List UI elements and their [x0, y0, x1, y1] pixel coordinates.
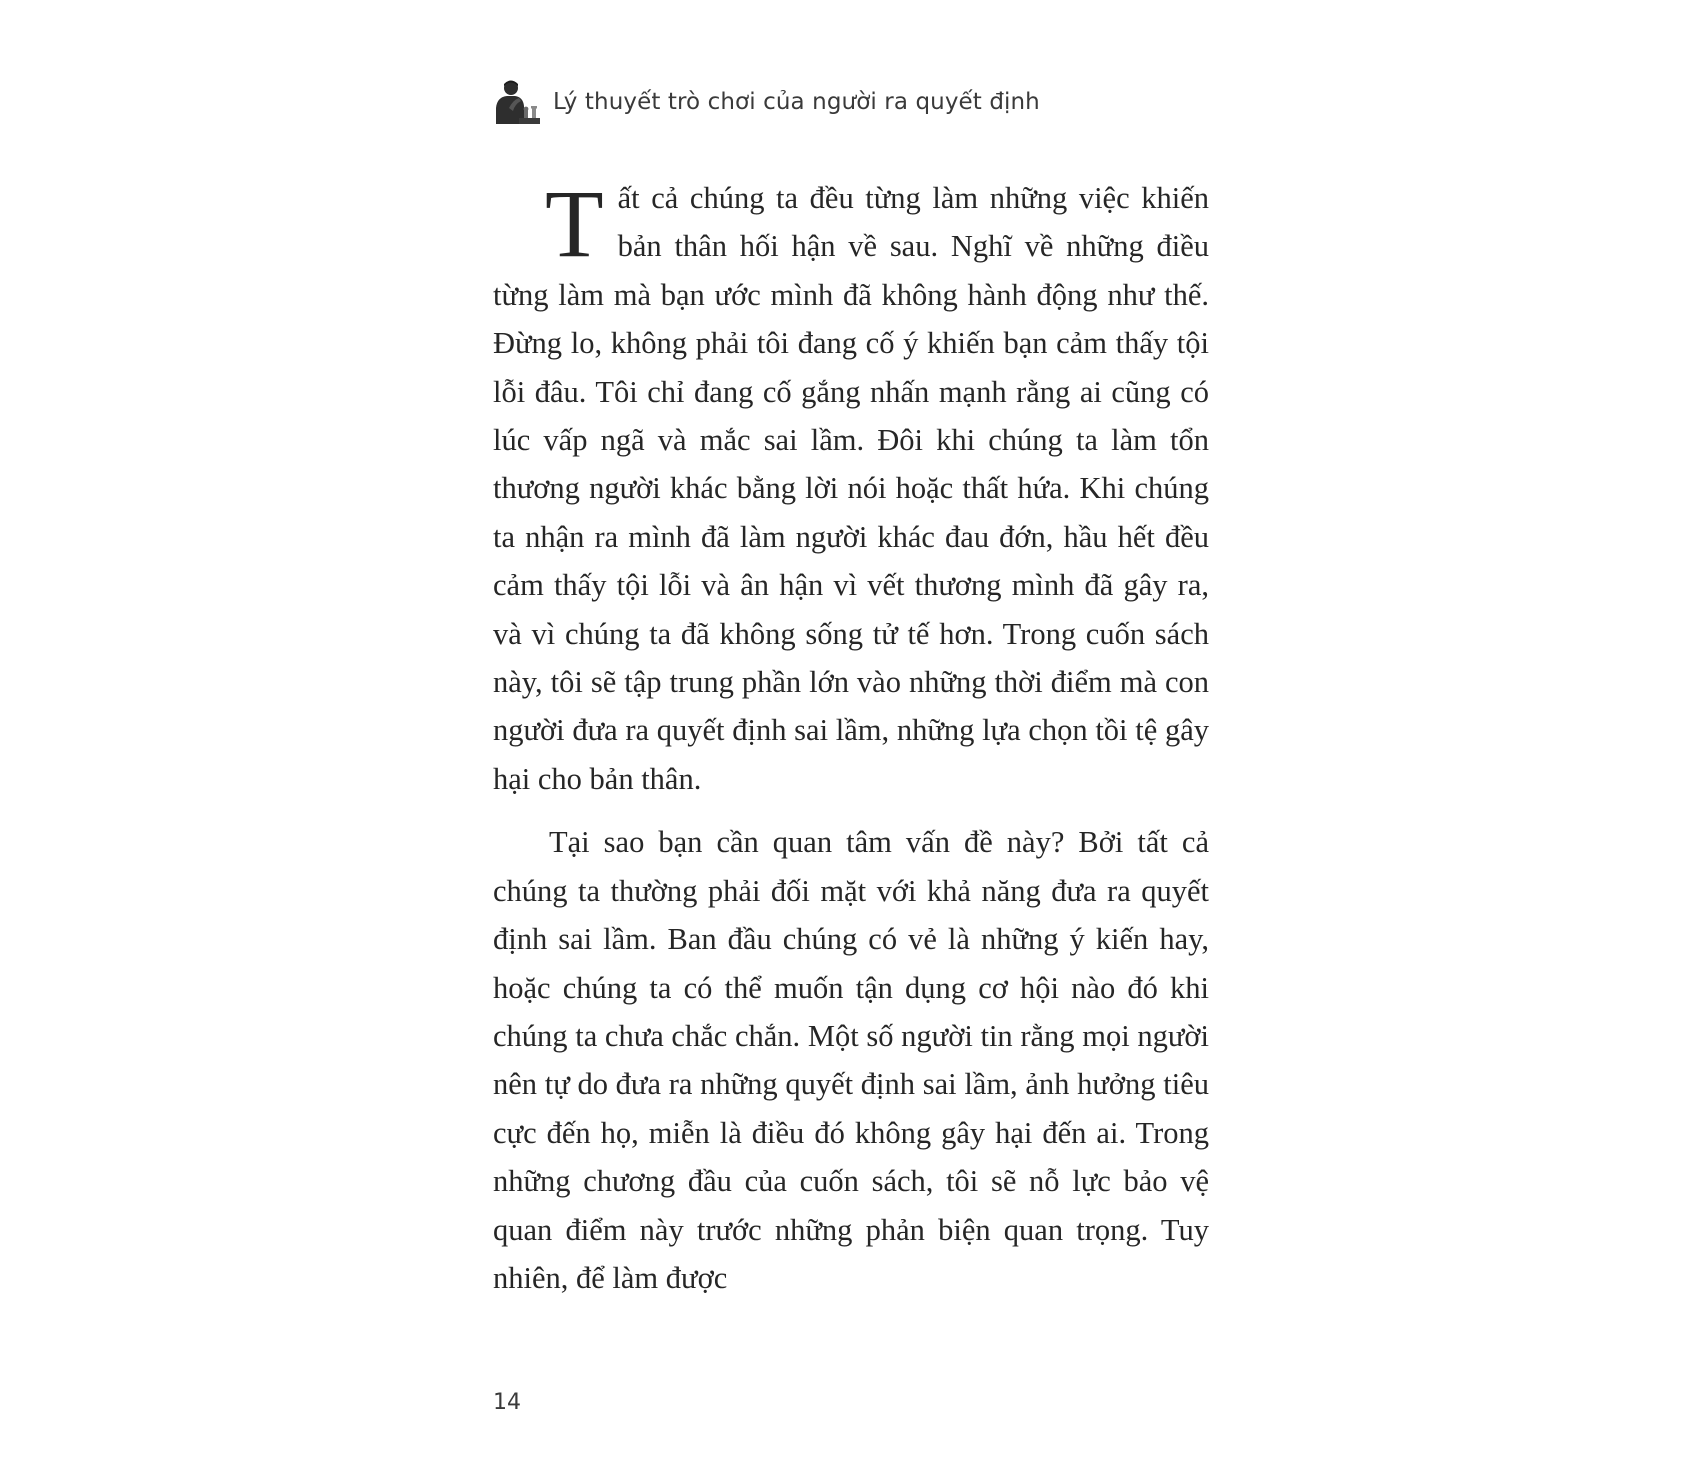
- drop-cap: T: [545, 170, 604, 277]
- paragraph-1: [493, 170, 1209, 803]
- body-text: [493, 170, 1209, 1302]
- chess-player-icon: [493, 78, 541, 126]
- paragraph-2: Tại sao bạn cần quan tâm vấn đề này? Bởi tất cả chúng ta thường phải đối mặt với khả năng đưa ra quyết định sai lầm. Ban đầu chúng có vẻ là những ý kiến hay, hoặc chúng ta có thể muốn tận dụng cơ hội nào đó khi chúng ta chưa chắc chắn. Một số người tin rằng mọi người nên tự do đưa ra những quyết định sai lầm, ảnh hưởng tiêu cực đến họ, miễn là điều đó không gây hại đến ai. Trong những chương đầu của cuốn sách, tôi sẽ nỗ lực bảo vệ quan điểm này trước những phản biện quan trọng. Tuy nhiên, để làm được: [493, 825, 1209, 1295]
- paragraph-1-text: ất cả chúng ta đều từng làm những việc khiến bản thân hối hận về sau. Nghĩ về những điều từng làm mà bạn ước mình đã không hành động như thế. Đừng lo, không phải tôi đang cố ý khiến bạn cảm thấy tội lỗi đâu. Tôi chỉ đang cố gắng nhấn mạnh rằng ai cũng có lúc vấp ngã và mắc sai lầm. Đôi khi chúng ta làm tổn thương người khác bằng lời nói hoặc thất hứa. Khi chúng ta nhận ra mình đã làm người khác đau đớn, hầu hết đều cảm thấy tội lỗi và ân hận vì vết thương mình đã gây ra, và vì chúng ta đã không sống tử tế hơn. Trong cuốn sách này, tôi sẽ tập trung phần lớn vào những thời điểm mà con người đưa ra quyết định sai lầm, những lựa chọn tồi tệ gây hại cho bản thân.: [493, 181, 1209, 796]
- book-page: [493, 70, 1209, 1430]
- running-header-title: Lý thuyết trò chơi của người ra quyết định: [553, 89, 1040, 115]
- running-header: [493, 76, 1040, 128]
- page-number: 14: [493, 1390, 521, 1415]
